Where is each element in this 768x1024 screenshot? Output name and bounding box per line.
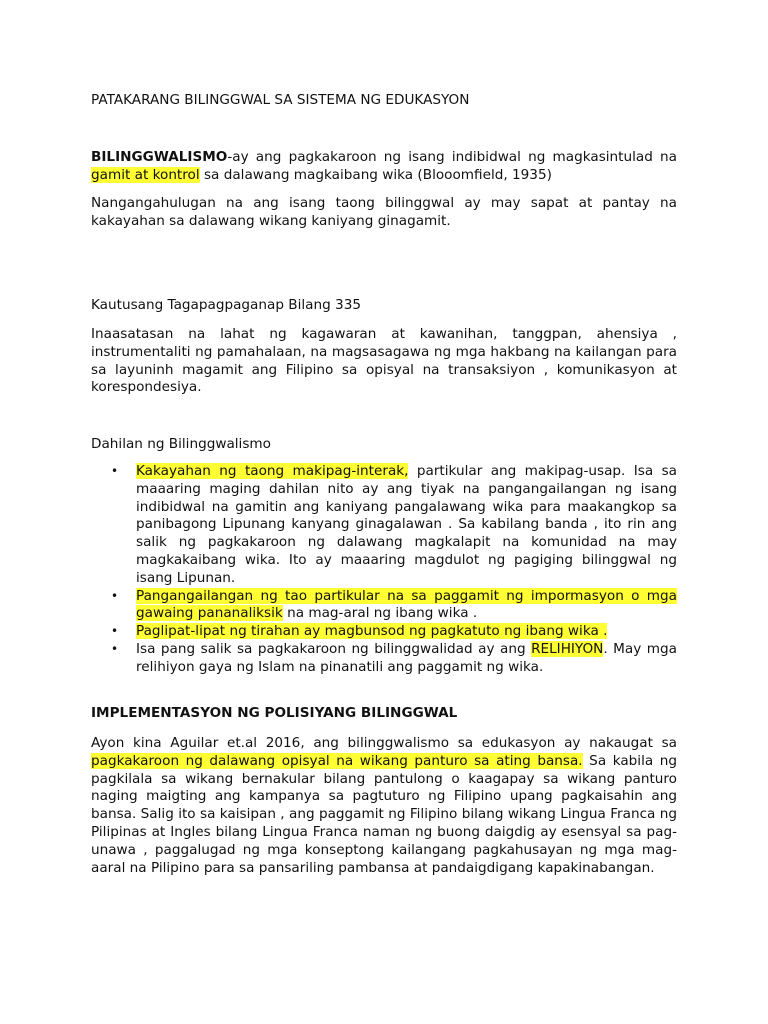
reason-highlight: Paglipat-lipat ng tirahan ay magbunsod ng pagkatuto ng ibang wika .: [136, 623, 608, 640]
implementation-highlight: pagkakaroon ng dalawang opisyal na wikang panturo sa ating bansa.: [91, 752, 583, 769]
bullet-icon: •: [111, 641, 119, 656]
definition-highlight: gamit at kontrol: [91, 166, 200, 183]
implementation-paragraph: [91, 735, 677, 877]
reason-highlight: Pangangailangan ng tao partikular na sa paggamit ng impormasyon o mga gawaing pananaliksik: [136, 587, 677, 622]
reason-text: . May mga relihiyon gaya ng Islam na pinanatili ang paggamit ng wika.: [136, 640, 677, 675]
list-item: [91, 463, 677, 588]
order-heading: Kautusang Tagapagpaganap Bilang 335: [91, 297, 362, 313]
reasons-heading: Dahilan ng Bilinggwalismo: [91, 436, 271, 452]
reason-highlight: RELIHIYON: [531, 640, 604, 657]
list-item: [91, 623, 677, 641]
meaning-paragraph: Nangangahulugan na ang isang taong bilinggwal ay may sapat at pantay na kakayahan sa dalawang wikang kaniyang ginagamit.: [91, 195, 677, 229]
implementation-text-a: Ayon kina Aguilar et.al 2016, ang bilinggwalismo sa edukasyon ay nakaugat sa: [91, 735, 677, 751]
reasons-list: [91, 463, 677, 677]
reason-text-before: Isa pang salik sa pagkakaroon ng bilinggwalidad ay ang: [136, 640, 532, 657]
definition-text-a: -ay ang pagkakaroon ng isang indibidwal ng magkasintulad na: [227, 149, 677, 165]
list-item: [91, 641, 677, 677]
bullet-icon: •: [111, 624, 119, 639]
reason-text: partikular ang makipag-usap. Isa sa maaaring maging dahilan nito ay ang tiyak na pangangailangan ng isang indibidwal na gamitin ang kaniyang pangalawang wika para maakangkop sa panibagong Lipunang kanyang ginagalawan . Sa kabilang banda , ito rin ang salik ng pagkakaroon ng dalawang magkalapit na komunidad na may magkakaibang wika. Ito ay maaaring magdulot ng pagiging bilinggwal ng isang Lipunan.: [136, 463, 677, 586]
reason-text: na mag-aral ng ibang wika .: [282, 605, 478, 622]
implementation-text-b: Sa kabila ng pagkilala sa wikang bernakular bilang pantulong o kaagapay sa wikang panturo naging maigting ang kampanya sa pagtuturo ng Filipino upang pagkaisahin ang bansa. Salig ito sa kaisipan , ang paggamit ng Filipino bilang wikang Lingua Franca ng Pilipinas at Ingles bilang Lingua Franca naman ng buong daigdig ay esensyal sa pag-unawa , paggalugad ng mga konseptong kailangang pagkahusayan ng mga mag-aaral na Pilipino para sa pansariling pambansa at pandaigdigang kapakinabangan.: [91, 752, 677, 876]
definition-paragraph: [91, 149, 677, 185]
reason-highlight: Kakayahan ng taong makipag-interak,: [136, 463, 409, 479]
implementation-heading: IMPLEMENTASYON NG POLISIYANG BILINGGWAL: [91, 705, 458, 721]
bullet-icon: •: [111, 464, 119, 478]
document-title: PATAKARANG BILINGGWAL SA SISTEMA NG EDUKASYON: [91, 92, 470, 108]
order-paragraph: Inaasatasan na lahat ng kagawaran at kawanihan, tanggpan, ahensiya , instrumentaliti ng pamahalaan, na magsasagawa ng mga hakbang na kailangan para sa layuninh magamit ang Filipino sa opisyal na transaksiyon , komunikasyon at korespondesiya.: [91, 326, 677, 396]
list-item: [91, 588, 677, 624]
definition-text-b: sa dalawang magkaibang wika (Blooomfield, 1935): [199, 166, 552, 183]
bullet-icon: •: [111, 588, 119, 603]
definition-term: BILINGGWALISMO: [91, 149, 228, 165]
